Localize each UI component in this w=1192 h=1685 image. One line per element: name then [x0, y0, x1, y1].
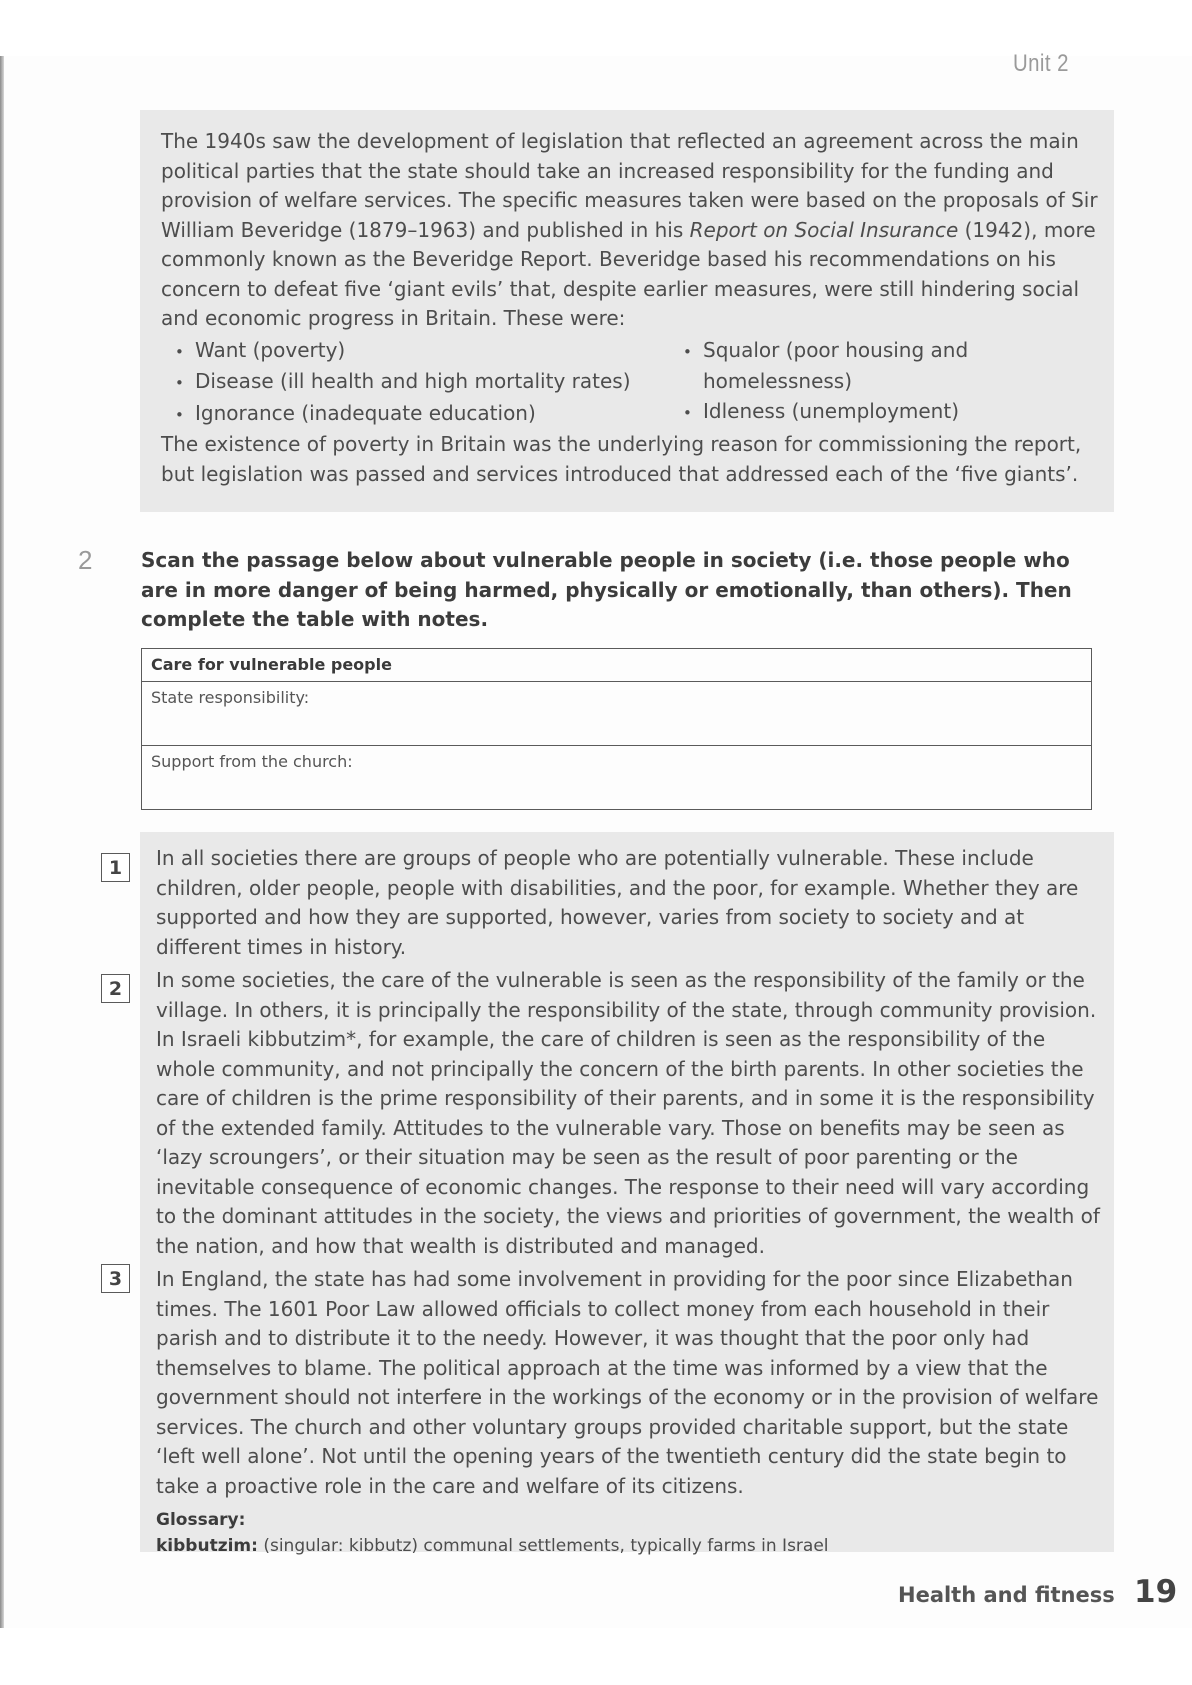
- glossary-definition: (singular: kibbutz) communal settlements, typically farms in Israel: [257, 1536, 829, 1556]
- passage-paragraph-2: In some societies, the care of the vulnerable is seen as the responsibility of the family or the village. In others, it is principally the responsibility of the state, through community provision. In Israeli kibbutzim*, for example, the care of children is seen as the responsibility of the whole community, and not principally the concern of the birth parents. In other societies the care of children is the prime responsibility of their parents, and in some it is the responsibility of the extended family. Attitudes to the vulnerable vary. Those on benefits may be seen as ‘lazy scroungers’, or their situation may be seen as the result of poor parenting or the inevitable consequence of economic changes. The response to their need will vary according to the dominant attitudes in the society, the views and priorities of government, the wealth of the nation, and how that wealth is distributed and managed.: [156, 968, 1100, 1258]
- intro-paragraph: The 1940s saw the development of legislation that reflected an agreement across the main political parties that the state should take an increased responsibility for the funding and provision of welfare services. The specific measures taken were based on the proposals of Sir William Beveridge (1879–1963) and published in his Report on Social Insurance (1942), more commonly known as the Beveridge Report. Beveridge based his recommendations on his concern to defeat five ‘giant evils’ that, despite earlier measures, were still hindering social and economic progress in Britain. These were:: [161, 129, 1098, 330]
- glossary-entry: [156, 1533, 1106, 1559]
- paragraph-number-3: 3: [101, 1264, 130, 1293]
- paragraph-number-2: 2: [101, 974, 130, 1003]
- exercise-instruction: Scan the passage below about vulnerable people in society (i.e. those people who are in more danger of being harmed, physically or emotionally, than others). Then complete the table with notes.: [141, 548, 1072, 631]
- notes-table: [141, 648, 1092, 810]
- beveridge-context-box: [140, 110, 1114, 512]
- intro-conclusion: The existence of poverty in Britain was the underlying reason for commissioning the report, but legislation was passed and services introduced that addressed each of the ‘five giants’.: [161, 432, 1082, 486]
- table-row-state-responsibility[interactable]: [142, 682, 1092, 746]
- five-giants-list: [175, 336, 1111, 431]
- bullet-item: • Squalor (poor housing and: [683, 336, 1103, 368]
- bullet-item: • Want (poverty): [175, 336, 683, 368]
- paragraph-number-1: 1: [101, 853, 130, 882]
- bullet-item: • Disease (ill health and high mortality rates): [175, 367, 683, 399]
- section-title: Health and fitness: [898, 1583, 1115, 1607]
- bullet-item: • Ignorance (inadequate education): [175, 399, 683, 431]
- row-label: Support from the church:: [151, 752, 353, 771]
- bullet-column-right: [683, 336, 1103, 431]
- glossary-term: kibbutzim:: [156, 1536, 258, 1556]
- page-number: 19: [1134, 1574, 1178, 1610]
- row-label: State responsibility:: [151, 688, 310, 707]
- passage-paragraph-3: In England, the state has had some involvement in providing for the poor since Elizabethan times. The 1601 Poor Law allowed officials to collect money from each household in their parish and to distribute it to the needy. However, it was thought that the poor only had themselves to blame. The political approach at the time was informed by a view that the government should not interfere in the workings of the economy or in the provision of welfare services. The church and other voluntary groups provided charitable support, but the state ‘left well alone’. Not until the opening years of the twentieth century did the state begin to take a proactive role in the care and welfare of its citizens.: [156, 1267, 1099, 1498]
- bullet-item-continuation: homelessness): [703, 369, 853, 393]
- bullet-item: • Idleness (unemployment): [683, 397, 1103, 429]
- exercise-number: 2: [78, 545, 93, 575]
- glossary-title: Glossary:: [156, 1510, 246, 1530]
- passage-box: [140, 832, 1114, 1556]
- unit-label: Unit 2: [1013, 50, 1069, 77]
- table-row-church-support[interactable]: [142, 746, 1092, 810]
- table-header: Care for vulnerable people: [142, 649, 1092, 682]
- book-spine-edge: [0, 56, 4, 1628]
- report-title: Report on Social Insurance: [689, 217, 959, 242]
- passage-paragraph-1: In all societies there are groups of people who are potentially vulnerable. These include children, older people, people with disabilities, and the poor, for example. Whether they are supported and how they are supported, however, varies from society to society and at different times in history.: [156, 846, 1079, 959]
- bullet-column-left: [175, 336, 683, 431]
